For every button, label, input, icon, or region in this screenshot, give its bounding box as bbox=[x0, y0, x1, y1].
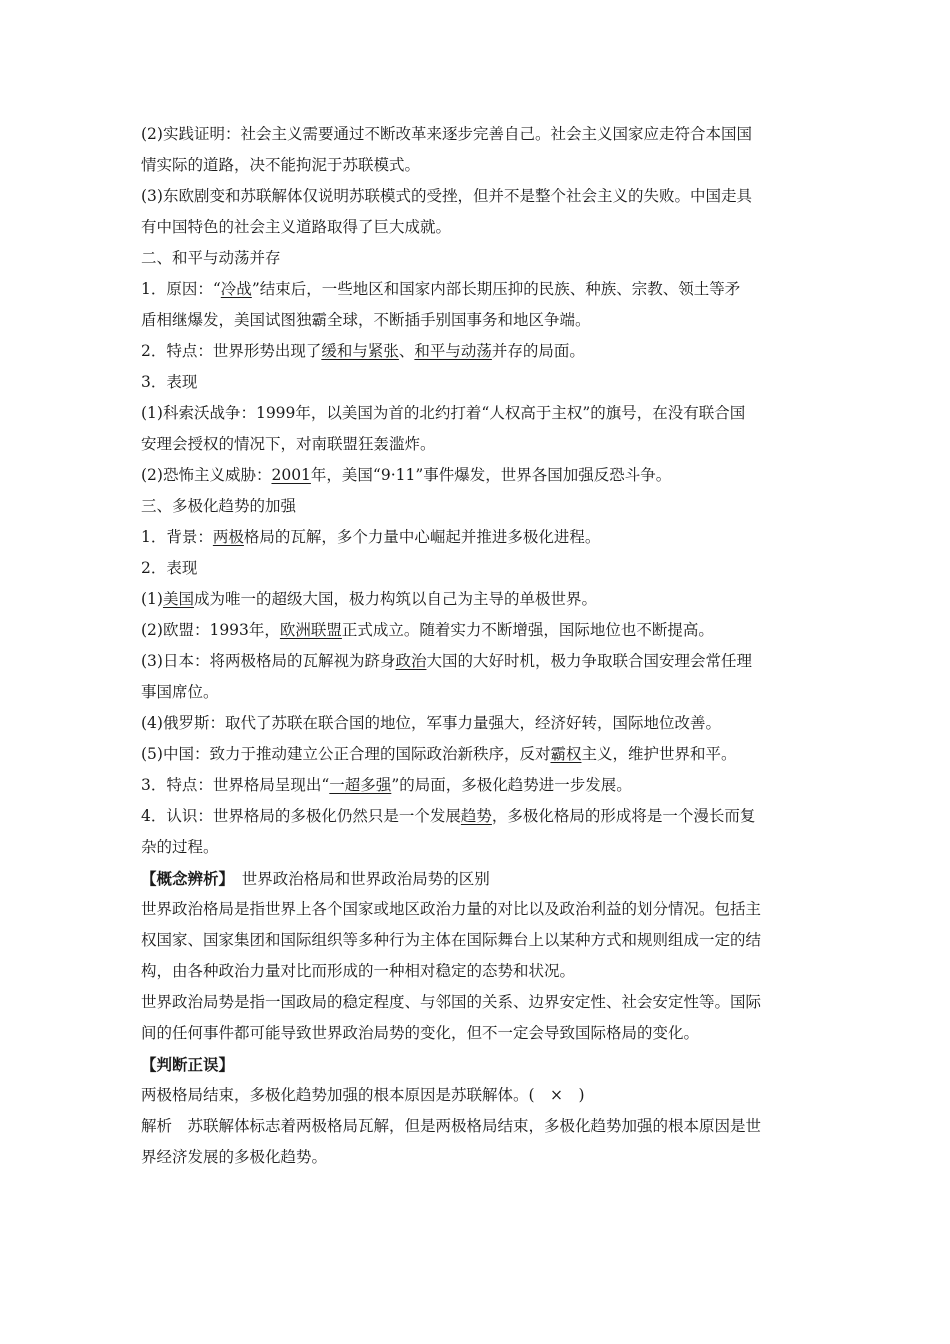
underlined-answer: 一超多强 bbox=[329, 776, 392, 794]
text-segment: ，多极化格局的形成将是一个漫长而复 bbox=[491, 807, 756, 825]
underlined-answer: 和平与动荡 bbox=[414, 342, 492, 360]
text-segment: 盾相继爆发，美国试图独霸全球，不断插手别国事务和地区争端。 bbox=[141, 311, 591, 329]
underlined-answer: 缓和与紧张 bbox=[321, 342, 399, 360]
text-segment: (3)日本：将两极格局的瓦解视为跻身 bbox=[141, 652, 396, 670]
text-segment: 构，由各种政治力量对比而形成的一种相对稳定的态势和状况。 bbox=[141, 962, 576, 980]
text-segment: 事国席位。 bbox=[141, 683, 219, 701]
text-segment: 3．特点：世界格局呈现出“ bbox=[141, 776, 330, 794]
text-segment: 世界政治格局是指世界上各个国家或地区政治力量的对比以及政治利益的划分情况。包括主 bbox=[141, 900, 762, 918]
text-line bbox=[141, 429, 813, 460]
underlined-answer: 政治 bbox=[395, 652, 427, 670]
text-line bbox=[141, 305, 813, 336]
text-line bbox=[141, 615, 813, 646]
section-label: 【判断正误】 bbox=[141, 1055, 235, 1074]
text-segment: 1．原因：“ bbox=[141, 280, 221, 298]
text-line bbox=[141, 1080, 813, 1111]
text-segment: (1)科索沃战争：1999年，以美国为首的北约打着“人权高于主权”的旗号，在没有联合国 bbox=[141, 404, 746, 422]
text-segment: 2．表现 bbox=[141, 559, 198, 577]
text-line bbox=[141, 584, 813, 615]
underlined-answer: 美国 bbox=[162, 590, 194, 608]
text-line bbox=[141, 367, 813, 398]
text-line bbox=[141, 119, 813, 150]
text-segment: 解析 苏联解体标志着两极格局瓦解，但是两极格局结束，多极化趋势加强的根本原因是世 bbox=[141, 1117, 762, 1135]
text-segment: (2)实践证明：社会主义需要通过不断改革来逐步完善自己。社会主义国家应走符合本国国 bbox=[141, 125, 752, 143]
text-line bbox=[141, 987, 813, 1018]
text-line bbox=[141, 894, 813, 925]
text-line bbox=[141, 491, 813, 522]
text-line bbox=[141, 243, 813, 274]
text-segment: 1．背景： bbox=[141, 528, 213, 546]
text-line bbox=[141, 398, 813, 429]
text-line bbox=[141, 739, 813, 770]
underlined-answer: 冷战 bbox=[220, 280, 252, 298]
text-segment: 3．表现 bbox=[141, 373, 198, 391]
underlined-answer: 霸权 bbox=[550, 745, 582, 763]
text-segment: 有中国特色的社会主义道路取得了巨大成就。 bbox=[141, 218, 452, 236]
text-line bbox=[141, 801, 813, 832]
text-segment: 4．认识：世界格局的多极化仍然只是一个发展 bbox=[141, 807, 461, 825]
text-segment: 2．特点：世界形势出现了 bbox=[141, 342, 322, 360]
text-segment: 格局的瓦解，多个力量中心崛起并推进多极化进程。 bbox=[243, 528, 601, 546]
text-segment: 两极格局结束，多极化趋势加强的根本原因是苏联解体。( × ) bbox=[141, 1086, 585, 1104]
text-segment: (2)恐怖主义威胁： bbox=[141, 466, 272, 484]
text-segment: 主义，维护世界和平。 bbox=[581, 745, 737, 763]
text-line bbox=[141, 863, 813, 894]
text-segment: 并存的局面。 bbox=[491, 342, 585, 360]
text-segment: 正式成立。随着实力不断增强，国际地位也不断提高。 bbox=[341, 621, 714, 639]
text-line bbox=[141, 677, 813, 708]
underlined-answer: 2001 bbox=[271, 466, 311, 484]
text-segment: (3)东欧剧变和苏联解体仅说明苏联模式的受挫，但并不是整个社会主义的失败。中国走具 bbox=[141, 187, 752, 205]
text-line bbox=[141, 956, 813, 987]
text-line bbox=[141, 1111, 813, 1142]
text-segment: (1) bbox=[141, 590, 163, 608]
text-line bbox=[141, 646, 813, 677]
text-line bbox=[141, 1049, 813, 1080]
text-segment: ”结束后，一些地区和国家内部长期压抑的民族、种族、宗教、领土等矛 bbox=[251, 280, 741, 298]
text-segment: 间的任何事件都可能导致世界政治局势的变化，但不一定会导致国际格局的变化。 bbox=[141, 1024, 700, 1042]
text-line bbox=[141, 181, 813, 212]
text-segment: 安理会授权的情况下，对南联盟狂轰滥炸。 bbox=[141, 435, 436, 453]
text-segment: 年，美国“9·11”事件爆发，世界各国加强反恐斗争。 bbox=[310, 466, 672, 484]
text-segment: 世界政治局势是指一国政局的稳定程度、与邻国的关系、边界安定性、社会安定性等。国际 bbox=[141, 993, 762, 1011]
text-line bbox=[141, 212, 813, 243]
section-label: 【概念辨析】 bbox=[141, 869, 227, 888]
text-line bbox=[141, 832, 813, 863]
text-segment: 权国家、国家集团和国际组织等多种行为主体在国际舞台上以某种方式和规则组成一定的结 bbox=[141, 931, 762, 949]
text-line bbox=[141, 925, 813, 956]
text-segment: 成为唯一的超级大国，极力构筑以自己为主导的单极世界。 bbox=[193, 590, 597, 608]
underlined-answer: 两极 bbox=[212, 528, 244, 546]
text-line bbox=[141, 150, 813, 181]
text-line bbox=[141, 553, 813, 584]
text-segment: 二、和平与动荡并存 bbox=[141, 249, 281, 267]
underlined-answer: 欧洲联盟 bbox=[279, 621, 342, 639]
text-segment: (4)俄罗斯：取代了苏联在联合国的地位，军事力量强大，经济好转，国际地位改善。 bbox=[141, 714, 721, 732]
text-line bbox=[141, 1018, 813, 1049]
text-line bbox=[141, 274, 813, 305]
text-line bbox=[141, 770, 813, 801]
document-page bbox=[141, 119, 813, 1173]
text-line bbox=[141, 708, 813, 739]
text-segment: 三、多极化趋势的加强 bbox=[141, 497, 297, 515]
text-line bbox=[141, 1142, 813, 1173]
text-segment: 世界政治格局和世界政治局势的区别 bbox=[226, 870, 490, 888]
text-segment: (5)中国：致力于推动建立公正合理的国际政治新秩序，反对 bbox=[141, 745, 551, 763]
text-segment: 情实际的道路，决不能拘泥于苏联模式。 bbox=[141, 156, 421, 174]
text-segment: 杂的过程。 bbox=[141, 838, 219, 856]
text-segment: 、 bbox=[398, 342, 415, 360]
text-segment: 界经济发展的多极化趋势。 bbox=[141, 1148, 328, 1166]
text-segment: (2)欧盟：1993年， bbox=[141, 621, 280, 639]
text-line bbox=[141, 460, 813, 491]
underlined-answer: 趋势 bbox=[460, 807, 492, 825]
text-segment: 大国的大好时机，极力争取联合国安理会常任理 bbox=[426, 652, 752, 670]
text-line bbox=[141, 336, 813, 367]
text-line bbox=[141, 522, 813, 553]
text-segment: ”的局面，多极化趋势进一步发展。 bbox=[391, 776, 632, 794]
